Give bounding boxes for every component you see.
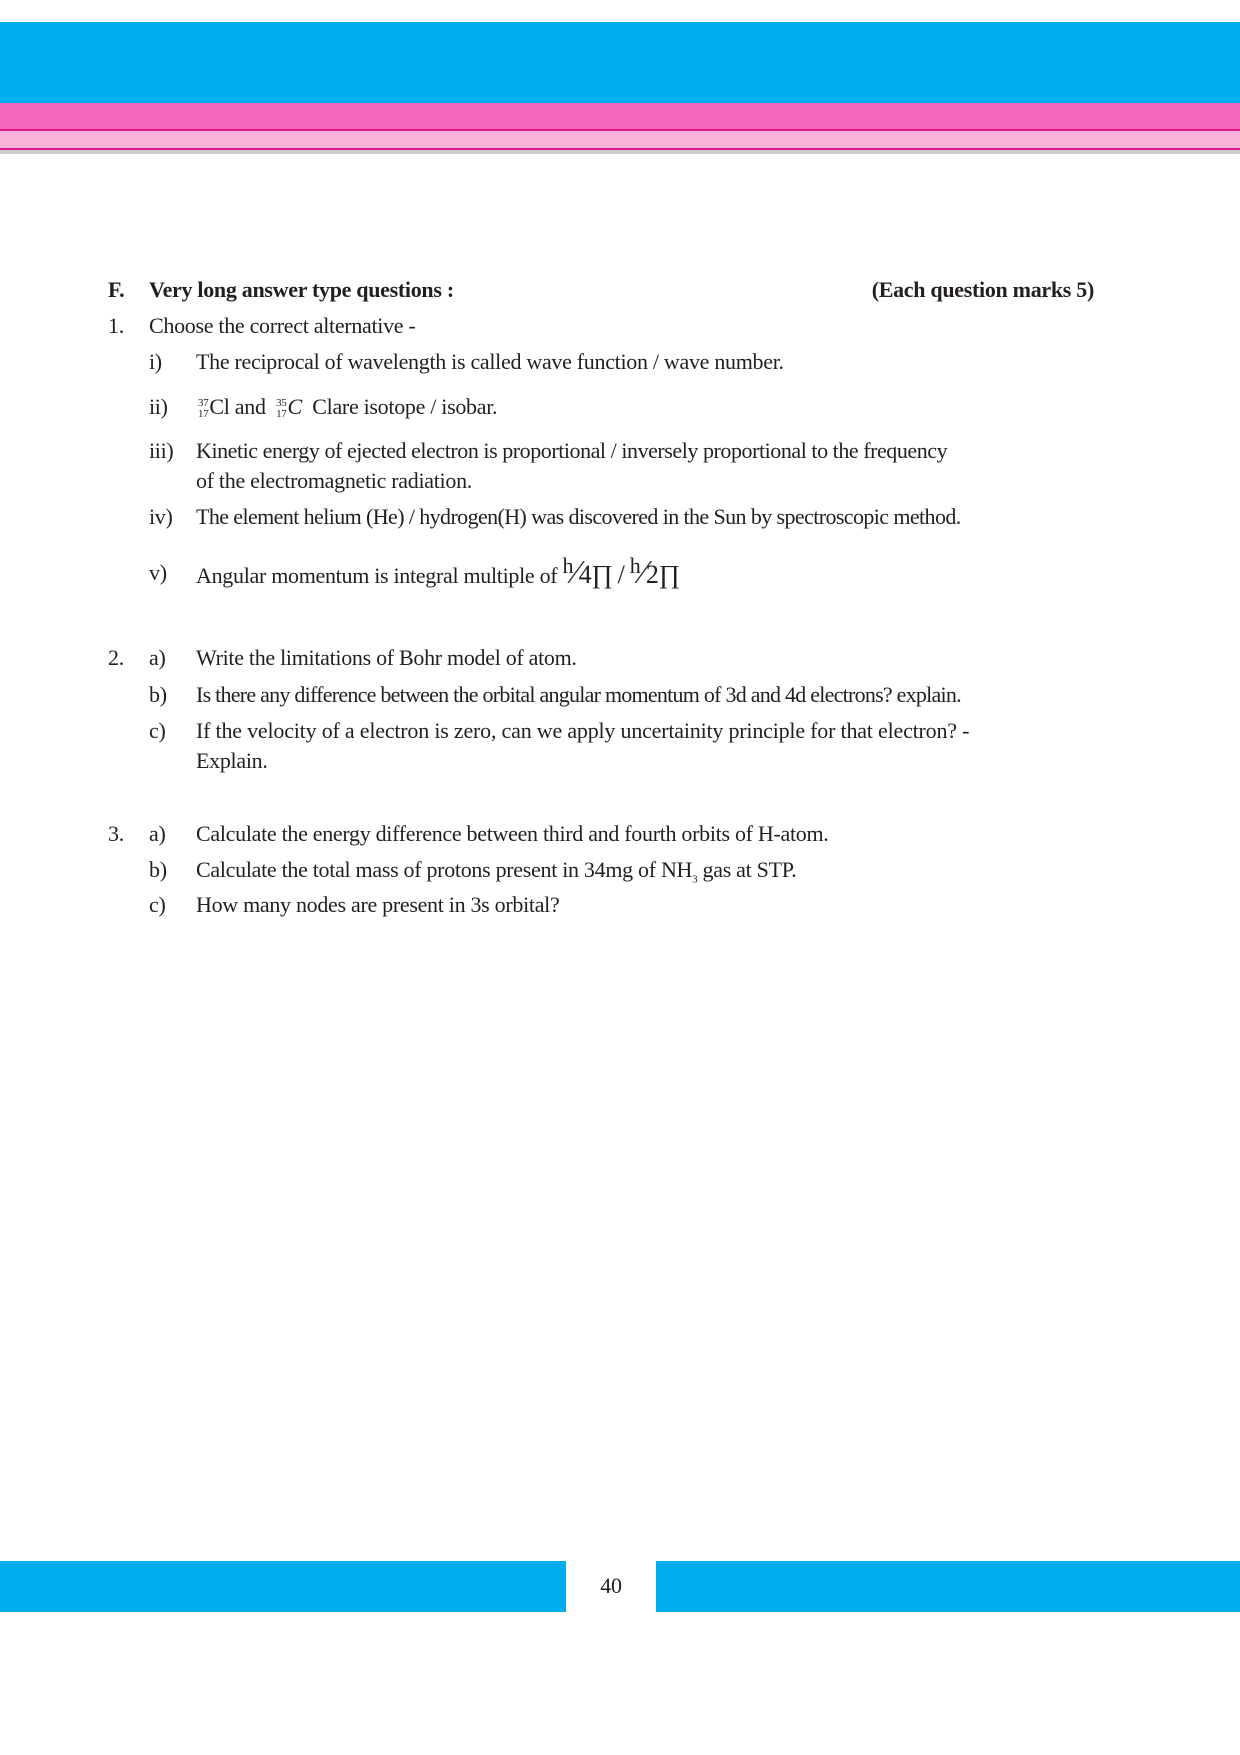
item-label: c)	[149, 892, 166, 917]
element-symbol: Cl	[209, 394, 230, 419]
item-text: How many nodes are present in 3s orbital?	[196, 892, 560, 917]
item-text-continued: Explain.	[196, 748, 268, 773]
footer-blue-band-right	[656, 1561, 1240, 1612]
item-text-rest: Clare isotope / isobar.	[312, 394, 498, 419]
item-label: a)	[149, 645, 166, 670]
question-number: 2.	[108, 645, 124, 670]
item-text	[198, 394, 497, 420]
item-text: The reciprocal of wavelength is called wave function / wave number.	[196, 349, 784, 374]
item-text: The element helium (He) / hydrogen(H) was discovered in the Sun by spectroscopic method.	[196, 504, 961, 529]
question-number: 3.	[108, 821, 124, 846]
item-text: Write the limitations of Bohr model of atom.	[196, 645, 577, 670]
item-label: ii)	[149, 394, 168, 419]
footer-blue-band-left	[0, 1561, 566, 1612]
isotope-numbers: 37 17	[198, 396, 209, 420]
item-text: If the velocity of a electron is zero, can we apply uncertainity principle for that electron? -	[196, 718, 970, 743]
and-text: and	[234, 394, 266, 419]
section-marks: (Each question marks 5)	[871, 277, 1094, 302]
item-label: c)	[149, 718, 166, 743]
item-label: i)	[149, 349, 162, 374]
item-label: b)	[149, 682, 167, 707]
item-label: a)	[149, 821, 166, 846]
page-number: 40	[600, 1573, 622, 1598]
question-text: Choose the correct alternative -	[149, 313, 416, 338]
item-text-main: Angular momentum is integral multiple of	[196, 563, 558, 588]
item-label: iii)	[149, 438, 174, 463]
separator: /	[617, 560, 625, 589]
item-text: Is there any difference between the orbital angular momentum of 3d and 4d electrons? explain.	[196, 682, 961, 707]
fraction-h-over-4pi: $^h$⁄4∏	[562, 553, 613, 591]
header-pink-band	[0, 103, 1240, 129]
item-text: Calculate the energy difference between third and fourth orbits of H-atom.	[196, 821, 829, 846]
isotope-numbers: 35 17	[276, 396, 287, 420]
section-title: Very long answer type questions :	[149, 277, 454, 302]
item-label: iv)	[149, 504, 173, 529]
item-text: Kinetic energy of ejected electron is proportional / inversely proportional to the frequency	[196, 438, 948, 463]
element-symbol: C	[287, 394, 302, 419]
header-light-pink-band	[0, 131, 1240, 148]
item-label: b)	[149, 857, 167, 882]
item-text-continued: of the electromagnetic radiation.	[196, 468, 472, 493]
header-blue-band	[0, 22, 1240, 103]
fraction-h-over-2pi: $^h$⁄2∏	[629, 553, 680, 591]
item-text: Calculate the total mass of protons present in 34mg of $NH_3$ gas at STP.	[196, 857, 797, 886]
item-text	[196, 553, 680, 591]
question-number: 1.	[108, 313, 124, 338]
item-label: v)	[149, 560, 167, 585]
section-letter: F.	[108, 277, 125, 302]
header-gray-rule	[0, 150, 1240, 154]
